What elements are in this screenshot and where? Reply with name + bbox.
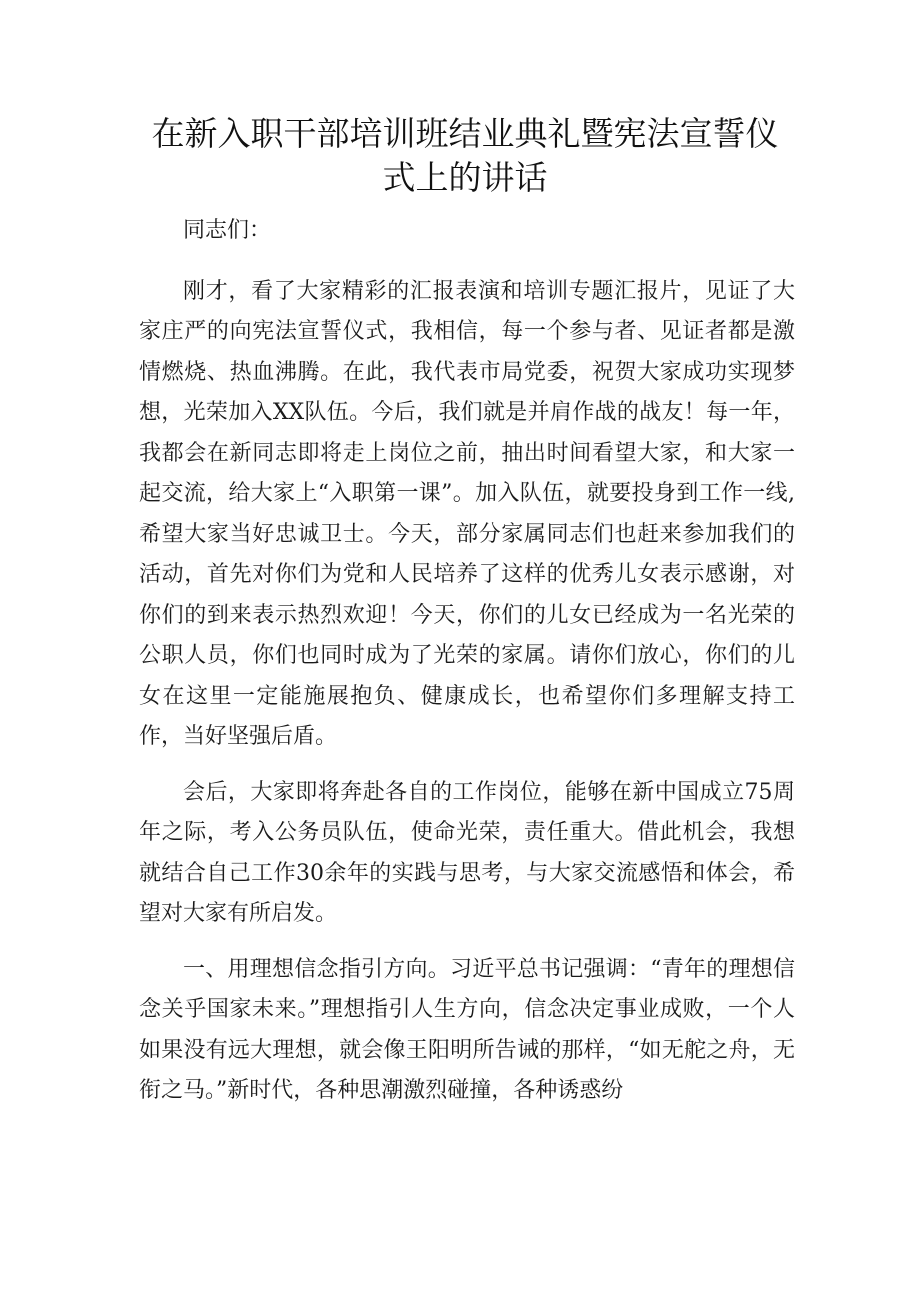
title-line-2: 式上的讲话: [382, 158, 548, 197]
paragraph-3: 一、用理想信念指引方向。习近平总书记强调：“青年的理想信念关乎国家未来。”理想指引人生方向，信念决定事业成败，一个人如果没有远大理想，就会像王阳明所告诫的那样，“如无舵之舟，无衔之马。”新时代，各种思潮激烈碰撞，各种诱惑纷: [139, 956, 795, 1103]
greeting: 同志们：: [183, 218, 272, 243]
paragraph-1: 刚才，看了大家精彩的汇报表演和培训专题汇报片，见证了大家庄严的向宪法宣誓仪式，我相信，每一个参与者、见证者都是激情燃烧、热血沸腾。在此，我代表市局党委，祝贺大家成功实现梦想，光荣加入XX队伍。今后，我们就是并肩作战的战友！每一年，我都会在新同志即将走上岗位之前，抽出时间看望大家，和大家一起交流，给大家上“入职第一课”。加入队伍，就要投身到工作一线,希望大家当好忠诚卫士。今天，部分家属同志们也赶来参加我们的活动，首先对你们为党和人民培养了这样的优秀儿女表示感谢，对你们的到来表示热烈欢迎！今天，你们的儿女已经成为一名光荣的公职人员，你们也同时成为了光荣的家属。请你们放心，你们的儿女在这里一定能施展抱负、健康成长，也希望你们多理解支持工作，当好坚强后盾。: [139, 278, 795, 749]
document-body: [139, 211, 795, 1127]
title-line-1: 在新入职干部培训班结业典礼暨宪法宣誓仪: [151, 114, 779, 153]
paragraph-2: 会后，大家即将奔赴各自的工作岗位，能够在新中国成立75周年之际，考入公务员队伍，使命光荣，责任重大。借此机会，我想就结合自己工作30余年的实践与思考，与大家交流感悟和体会，希望对大家有所启发。: [139, 779, 795, 926]
document-title: [140, 112, 790, 200]
